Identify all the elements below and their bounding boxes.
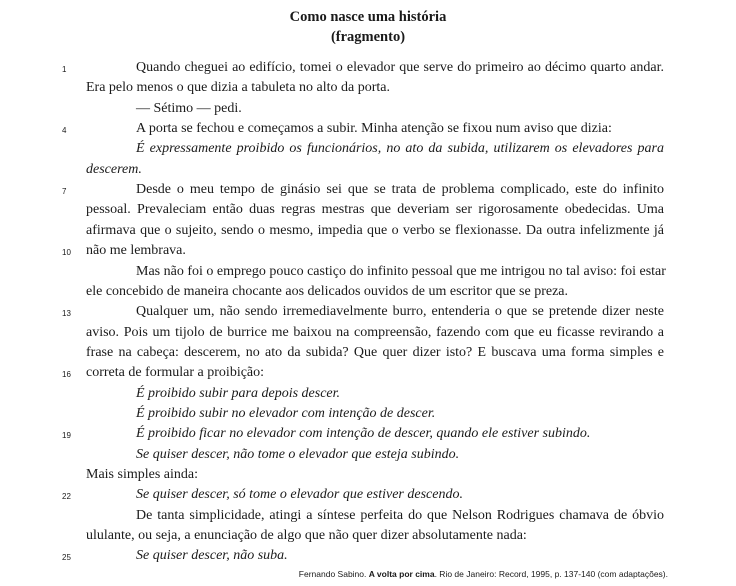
line-text: descerem. bbox=[86, 161, 142, 177]
credit-book-title: A volta por cima bbox=[368, 569, 435, 579]
line-text: aviso. Pois um tijolo de burrice me baixou na compreensão, fazendo com que eu ficasse revirando a bbox=[86, 324, 664, 340]
text-line bbox=[136, 180, 664, 200]
line-text: É proibido subir para depois descer. bbox=[136, 385, 341, 401]
line-number: 7 bbox=[62, 187, 67, 197]
line-text: afirmava que o sujeito, sendo o mesmo, impedia que o verbo se flexionasse. Da outra infelizmente já bbox=[86, 222, 664, 238]
source-credit bbox=[299, 568, 668, 580]
text-line bbox=[86, 282, 664, 302]
text-line bbox=[86, 465, 664, 485]
text-line bbox=[136, 302, 664, 322]
line-text: ululante, ou seja, a enunciação de algo que não quer dizer absolutamente nada: bbox=[86, 528, 527, 544]
line-number: 25 bbox=[62, 553, 71, 563]
text-line bbox=[86, 221, 664, 241]
line-text: pessoal. Prevaleciam então duas regras mestras que deveriam ser rigorosamente obedecidas. Uma bbox=[86, 202, 664, 218]
line-number: 10 bbox=[62, 248, 71, 258]
line-text: Se quiser descer, não suba. bbox=[136, 548, 288, 564]
text-line bbox=[136, 99, 664, 119]
line-number: 19 bbox=[62, 431, 71, 441]
text-line bbox=[136, 485, 664, 505]
text-line bbox=[86, 343, 664, 363]
line-text: De tanta simplicidade, atingi a síntese perfeita do que Nelson Rodrigues chamava de óbvio bbox=[136, 507, 664, 523]
text-line bbox=[136, 262, 664, 282]
page-title: Como nasce uma história bbox=[289, 9, 447, 25]
text-line bbox=[86, 241, 664, 261]
text-line bbox=[136, 506, 664, 526]
text-line bbox=[136, 139, 664, 159]
credit-details: . Rio de Janeiro: Record, 1995, p. 137-140 (com adaptações). bbox=[434, 569, 668, 579]
line-text: Era pelo menos o que dizia a tabuleta no alto da porta. bbox=[86, 80, 391, 96]
line-text: Mas não foi o emprego pouco castiço do infinito pessoal que me intrigou no tal aviso: foi estar bbox=[136, 263, 666, 279]
text-line bbox=[86, 526, 664, 546]
line-number: 1 bbox=[62, 65, 67, 74]
line-text: não me lembrava. bbox=[86, 243, 186, 259]
line-number: 22 bbox=[62, 492, 71, 502]
line-text: Se quiser descer, não tome o elevador que esteja subindo. bbox=[136, 446, 460, 462]
line-text: correta de formular a proibição: bbox=[86, 365, 265, 381]
line-text: Qualquer um, não sendo irremediavelmente burro, entenderia o que se pretende dizer neste bbox=[136, 304, 664, 320]
text-line bbox=[86, 160, 664, 180]
line-number: 16 bbox=[62, 370, 71, 380]
line-text: A porta se fechou e começamos a subir. Minha atenção se fixou num aviso que dizia: bbox=[136, 121, 612, 137]
text-line bbox=[136, 58, 664, 78]
text-line bbox=[86, 200, 664, 220]
text-line bbox=[136, 404, 664, 424]
text-line bbox=[136, 445, 664, 465]
line-number: 4 bbox=[62, 126, 67, 136]
line-text: frase na cabeça: descerem, no ato da subida? Que quer dizer isto? E buscava uma forma simples e bbox=[86, 344, 664, 360]
line-text: Se quiser descer, só tome o elevador que estiver descendo. bbox=[136, 487, 463, 503]
text-line bbox=[136, 546, 664, 566]
line-text: — Sétimo — pedi. bbox=[136, 100, 242, 116]
line-text: É proibido subir no elevador com intenção de descer. bbox=[136, 405, 436, 421]
text-line bbox=[136, 384, 664, 404]
text-line bbox=[86, 323, 664, 343]
text-line bbox=[136, 119, 664, 139]
page-subtitle: (fragmento) bbox=[330, 29, 406, 45]
credit-author: Fernando Sabino. bbox=[298, 569, 367, 579]
text-line bbox=[86, 363, 664, 383]
text-line bbox=[136, 424, 664, 444]
text-line bbox=[86, 78, 664, 98]
line-text: É proibido ficar no elevador com intenção de descer, quando ele estiver subindo. bbox=[136, 426, 591, 442]
line-text: Quando cheguei ao edifício, tomei o elevador que serve do primeiro ao décimo quarto andar. bbox=[136, 60, 664, 75]
line-text: Mais simples ainda: bbox=[86, 467, 198, 482]
line-text: É expressamente proibido os funcionários, no ato da subida, utilizarem os elevadores para bbox=[136, 141, 664, 157]
line-text: ele concebido de maneira chocante aos delicados ouvidos de um escritor que se preza. bbox=[86, 283, 569, 299]
line-text: Desde o meu tempo de ginásio sei que se trata de problema complicado, este do infinito bbox=[136, 182, 664, 198]
line-number: 13 bbox=[62, 309, 71, 319]
